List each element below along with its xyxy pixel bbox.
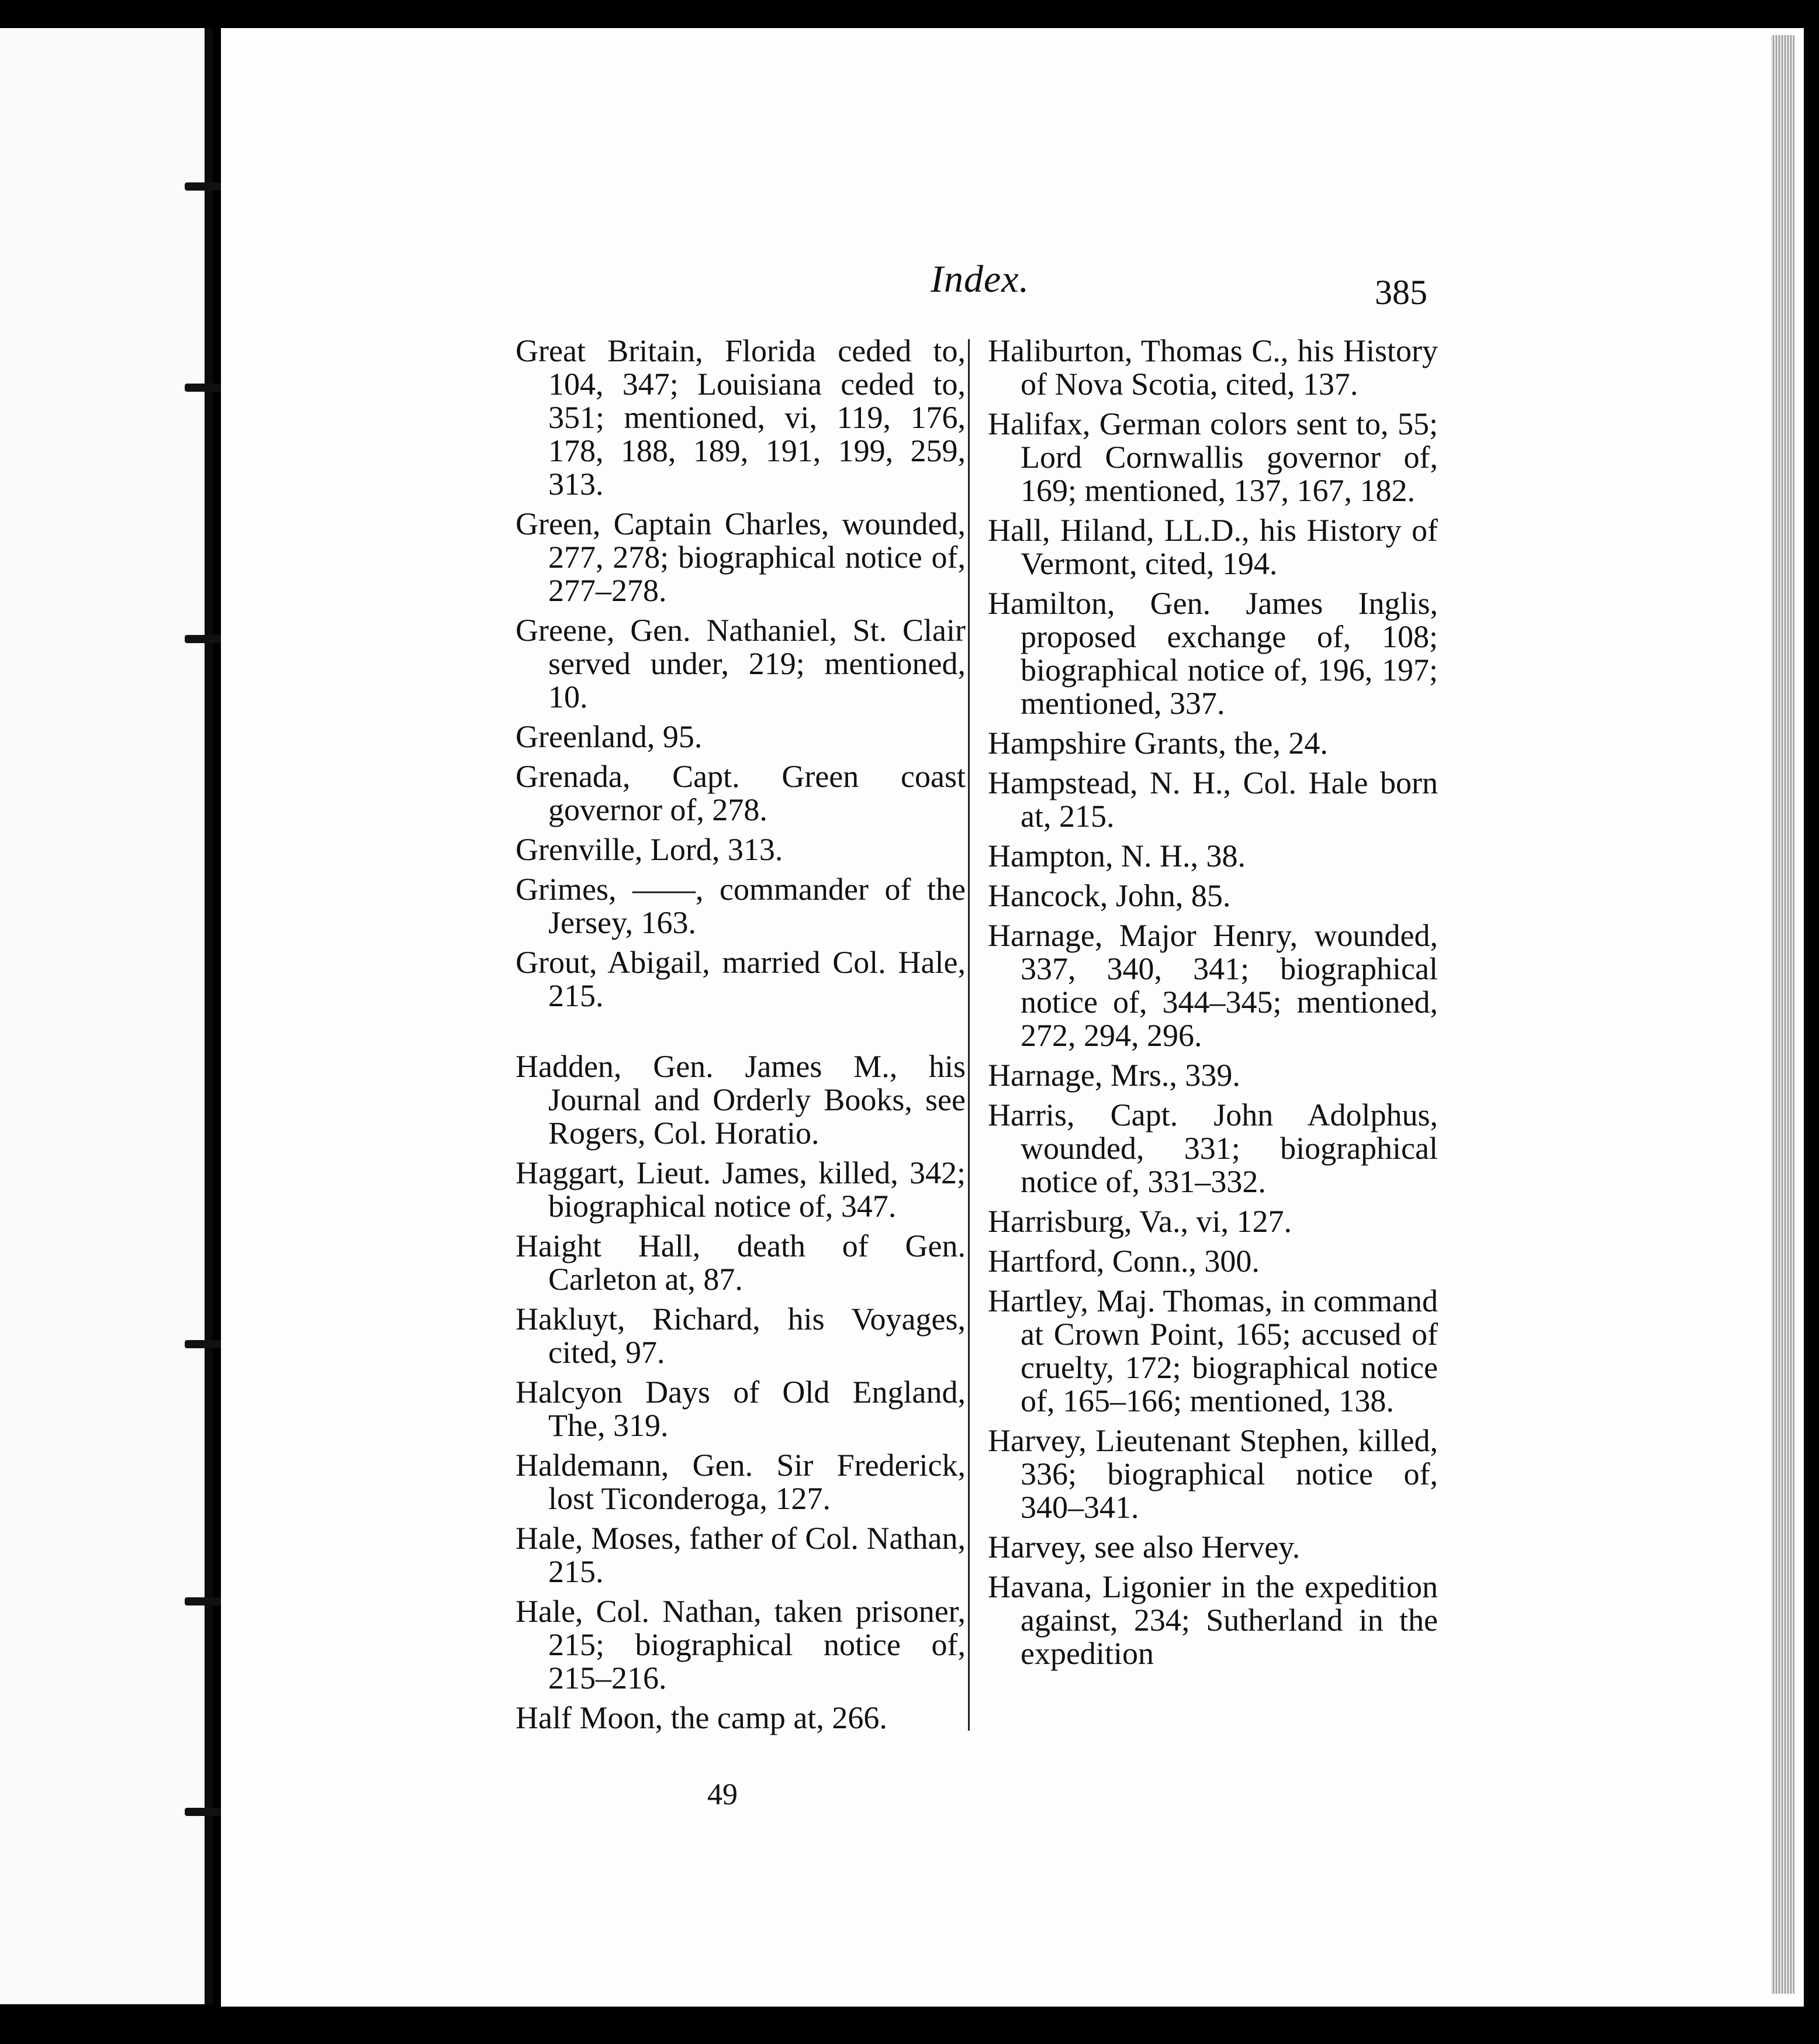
index-entry: Haliburton, Thomas C., his History of Nova Scotia, cited, 137. <box>988 333 1438 402</box>
index-entry: Green, Captain Charles, wounded, 277, 278; biographical notice of, 277–278. <box>516 506 966 608</box>
index-entry: Hampton, N. H., 38. <box>988 838 1246 873</box>
index-entry: Hartford, Conn., 300. <box>988 1244 1260 1279</box>
index-entry: Harvey, Lieutenant Stephen, killed, 336; biographical notice of, 340–341. <box>988 1423 1438 1525</box>
index-entry: Hampshire Grants, the, 24. <box>988 726 1328 761</box>
index-entry: Hadden, Gen. James M., his Journal and Orderly Books, see Rogers, Col. Horatio. <box>516 1049 966 1151</box>
index-entry: Haggart, Lieut. James, killed, 342; biographical notice of, 347. <box>516 1155 966 1224</box>
index-entry: Hartley, Maj. Thomas, in command at Crown Point, 165; accused of cruelty, 172; biographical notice of, 165–166; mentioned, 138. <box>988 1283 1438 1418</box>
running-head-title: Index. <box>931 258 1030 301</box>
page-number: 385 <box>1375 273 1427 312</box>
binding-thread-mark <box>185 1340 221 1348</box>
index-entry: Harris, Capt. John Adolphus, wounded, 331; biographical notice of, 331–332. <box>988 1097 1438 1199</box>
index-entry: Hampstead, N. H., Col. Hale born at, 215. <box>988 765 1438 834</box>
index-entry: Haldemann, Gen. Sir Frederick, lost Ticonderoga, 127. <box>516 1448 966 1516</box>
index-entry: Harnage, Mrs., 339. <box>988 1058 1240 1093</box>
index-entry: Greene, Gen. Nathaniel, St. Clair served under, 219; mentioned, 10. <box>516 613 966 714</box>
index-entry: Hall, Hiland, LL.D., his History of Vermont, cited, 194. <box>988 513 1438 581</box>
binding-thread-mark <box>185 384 221 392</box>
index-entry: Hakluyt, Richard, his Voyages, cited, 97. <box>516 1301 966 1370</box>
index-entry: Grout, Abigail, married Col. Hale, 215. <box>516 945 966 1013</box>
index-entry: Halcyon Days of Old England, The, 319. <box>516 1375 966 1443</box>
index-entry: Harrisburg, Va., vi, 127. <box>988 1204 1292 1239</box>
index-entry: Hale, Moses, father of Col. Nathan, 215. <box>516 1521 966 1589</box>
index-entry: Hale, Col. Nathan, taken prisoner, 215; biographical notice of, 215–216. <box>516 1594 966 1696</box>
facing-page <box>0 28 213 2004</box>
index-entry: Half Moon, the camp at, 266. <box>516 1700 887 1735</box>
page-edges <box>1771 35 1794 1994</box>
binding-thread-mark <box>185 182 221 191</box>
column-divider <box>968 339 970 1731</box>
index-entry: Harnage, Major Henry, wounded, 337, 340, 341; biographical notice of, 344–345; mentioned, 272, 294, 296. <box>988 918 1438 1053</box>
index-entry: Greenland, 95. <box>516 719 703 754</box>
index-entry: Harvey, see also Hervey. <box>988 1529 1301 1565</box>
signature-mark: 49 <box>707 1778 738 1811</box>
index-entry: Great Britain, Florida ceded to, 104, 347; Louisiana ceded to, 351; mentioned, vi, 119, 176, 178, 188, 189, 191, 199, 259, 313. <box>516 333 966 502</box>
index-entry: Haight Hall, death of Gen. Carleton at, 87. <box>516 1228 966 1297</box>
index-entry: Grimes, ——, commander of the Jersey, 163. <box>516 872 966 940</box>
binding-thread-mark <box>185 1808 221 1816</box>
index-entry: Hamilton, Gen. James Inglis, proposed exchange of, 108; biographical notice of, 196, 197; mentioned, 337. <box>988 586 1438 721</box>
index-entry: Halifax, German colors sent to, 55; Lord Cornwallis governor of, 169; mentioned, 137, 167, 182. <box>988 406 1438 508</box>
index-entry: Grenville, Lord, 313. <box>516 832 783 867</box>
index-entry: Grenada, Capt. Green coast governor of, 278. <box>516 759 966 827</box>
index-column-right <box>988 334 1438 1677</box>
binding-thread-mark <box>185 1597 221 1605</box>
index-entry: Hancock, John, 85. <box>988 878 1231 913</box>
index-entry: Havana, Ligonier in the expedition against, 234; Sutherland in the expedition <box>988 1569 1438 1671</box>
index-column-left <box>516 334 966 1741</box>
binding-thread-mark <box>185 635 221 643</box>
